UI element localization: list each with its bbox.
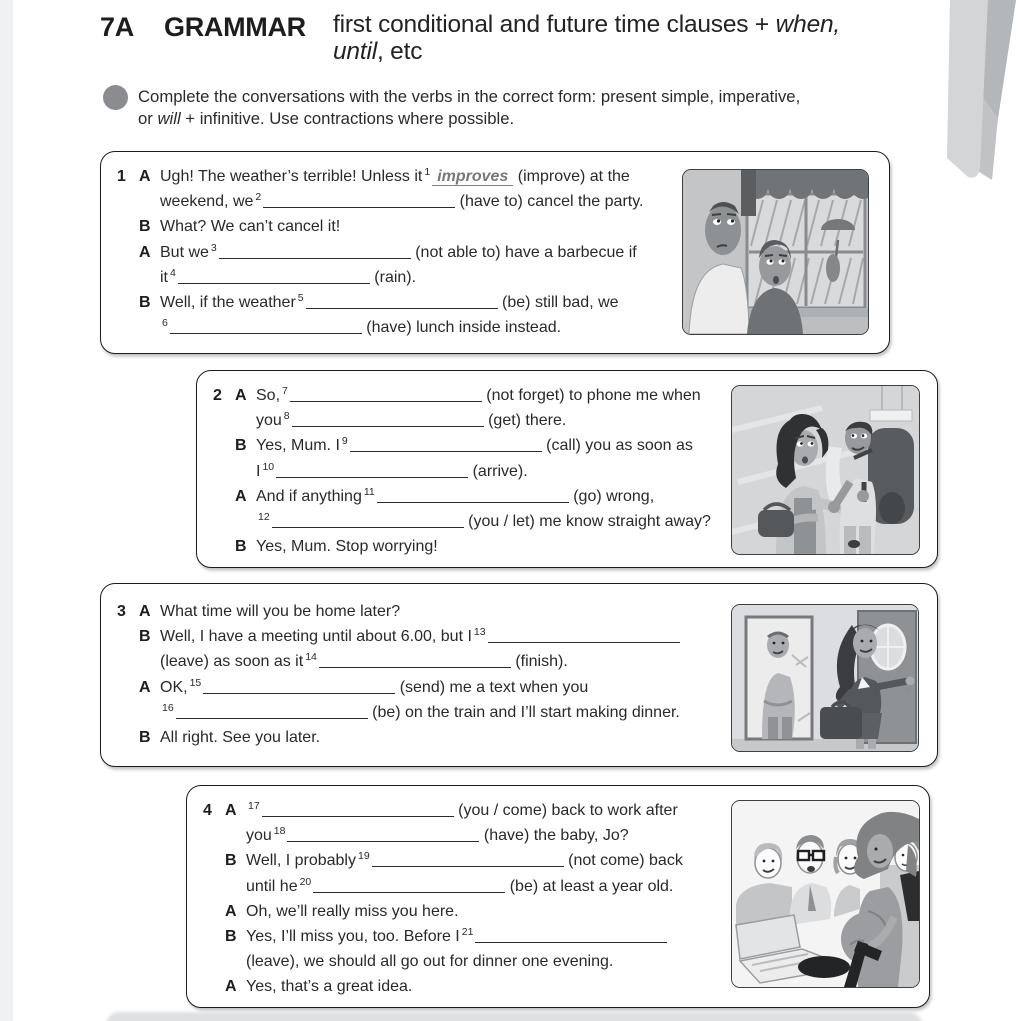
dialogue-line xyxy=(213,509,711,534)
text-segment: Oh, we’ll really miss you here. xyxy=(246,902,459,920)
text-segment: (have) the baby, Jo? xyxy=(479,827,629,845)
speaker-label: A xyxy=(225,902,237,920)
gap-number: 7 xyxy=(282,385,288,397)
title-line2-regular: , etc xyxy=(376,38,423,65)
dialogue-text xyxy=(246,949,613,974)
page-header xyxy=(100,10,940,80)
answer-blank xyxy=(203,680,395,694)
speaker-label: B xyxy=(139,728,151,746)
dialogue-text xyxy=(160,315,561,340)
answer-blank xyxy=(276,464,468,478)
exercise-number xyxy=(203,949,225,974)
dialogue-text xyxy=(256,408,566,433)
text-segment: (send) me a text when you xyxy=(395,678,589,696)
lesson-title xyxy=(333,11,840,65)
gap-number: 9 xyxy=(341,435,348,448)
speaker-label: A xyxy=(235,387,247,404)
speaker-label: B xyxy=(139,628,151,646)
text-segment: OK, xyxy=(160,678,188,696)
exercise-number: 4 xyxy=(203,802,212,819)
dialogue-line xyxy=(213,459,711,484)
exercise-number xyxy=(117,290,139,315)
answer-blank xyxy=(306,295,498,309)
text-segment: Well, if the weather xyxy=(160,293,296,311)
speaker-label: B xyxy=(139,293,151,311)
exercise-number: 2 xyxy=(213,387,222,404)
dialogue-line xyxy=(203,798,683,823)
gap-number: 13 xyxy=(473,626,486,639)
gap-number: 14 xyxy=(305,651,317,664)
text-segment: (leave), we should all go out for dinner one evening. xyxy=(246,953,614,971)
answer-blank xyxy=(292,413,484,427)
gap-number: 17 xyxy=(248,800,260,812)
text-segment: Ugh! The weather’s terrible! Unless it xyxy=(160,168,423,185)
answer-blank xyxy=(287,828,479,842)
dialogue-text xyxy=(246,924,667,949)
speaker-label xyxy=(139,700,160,725)
speaker-label: A xyxy=(139,603,151,620)
dialogue-text xyxy=(160,290,619,315)
dialogue-line xyxy=(203,924,683,949)
illustration-office-colleagues xyxy=(731,800,920,988)
text-segment: (improve) at the xyxy=(513,168,630,185)
text-segment: (rain). xyxy=(369,268,417,286)
dialogue-line xyxy=(117,214,643,239)
dialogue-line xyxy=(213,534,711,559)
page-edge-strip xyxy=(0,0,13,1021)
text-segment: (arrive). xyxy=(468,462,528,480)
text-segment: Yes, that’s a great idea. xyxy=(246,978,413,996)
exercise-number: 1 xyxy=(117,168,126,185)
text-segment: (not come) back xyxy=(563,852,683,870)
text-segment: (you / come) back to work after xyxy=(453,802,678,819)
title-line1-regular: first conditional and future time clauses + xyxy=(333,11,776,38)
answer-blank xyxy=(488,629,680,643)
exercise-number xyxy=(203,974,225,999)
dialogue-line xyxy=(117,624,680,649)
dialogue-line xyxy=(117,164,643,189)
instruction-bullet-icon xyxy=(103,85,128,110)
exercise-number xyxy=(203,899,225,924)
gap-number: 15 xyxy=(189,676,202,689)
exercise-number xyxy=(117,675,139,700)
dialogue-lines xyxy=(117,599,680,750)
text-segment: (be) at least a year old. xyxy=(505,877,674,895)
gap-number: 5 xyxy=(297,291,304,304)
text-segment: I xyxy=(256,462,261,480)
gap-number: 10 xyxy=(262,460,275,473)
exercise-box-3 xyxy=(100,583,938,767)
speaker-label: B xyxy=(139,218,151,236)
dialogue-line xyxy=(117,240,643,265)
answer-blank xyxy=(313,879,505,893)
dialogue-text xyxy=(246,798,678,823)
dialogue-text xyxy=(256,534,438,559)
text-segment: (get) there. xyxy=(483,412,567,430)
section-title: GRAMMAR xyxy=(164,12,306,42)
exercise-number xyxy=(117,240,139,265)
text-segment: it xyxy=(160,268,168,286)
gap-number: 21 xyxy=(461,925,474,938)
answer-blank xyxy=(475,929,667,943)
speaker-label xyxy=(235,459,256,484)
text-segment: Yes, Mum. Stop worrying! xyxy=(256,538,438,556)
exercise-number xyxy=(203,848,225,873)
speaker-label: B xyxy=(235,538,247,556)
speaker-label: A xyxy=(225,978,237,996)
text-segment: weekend, we xyxy=(160,193,254,211)
text-segment: (not able to) have a barbecue if xyxy=(410,243,637,261)
instruction-line1: Complete the conversations with the verbs in the correct form: present simple, imperative, xyxy=(138,87,801,106)
dialogue-line xyxy=(203,823,683,848)
exercise-number xyxy=(213,433,235,458)
exercise-box-1 xyxy=(100,151,890,354)
speaker-label xyxy=(235,408,256,433)
exercise-number xyxy=(117,700,139,725)
answer-blank xyxy=(219,245,411,259)
speaker-label: A xyxy=(139,243,151,261)
speaker-label: B xyxy=(225,927,237,945)
speaker-label: B xyxy=(225,852,237,870)
answer-blank xyxy=(262,803,454,817)
text-segment: So, xyxy=(256,387,281,404)
exercise-number: 3 xyxy=(117,603,126,620)
exercise-number xyxy=(117,214,139,239)
illustration-airport-farewell xyxy=(731,385,920,555)
dialogue-line xyxy=(117,315,643,340)
text-segment: (have to) cancel the party. xyxy=(455,193,644,211)
text-segment: (finish). xyxy=(510,653,568,671)
answer-blank xyxy=(350,438,542,452)
dialogue-line xyxy=(213,408,711,433)
text-segment: (have) lunch inside instead. xyxy=(361,319,562,337)
dialogue-line xyxy=(117,725,680,750)
dialogue-text xyxy=(160,164,630,189)
gap-number: 12 xyxy=(258,510,270,523)
text-segment: Yes, I’ll miss you, too. Before I xyxy=(246,927,460,945)
dialogue-line xyxy=(117,189,643,214)
text-segment: (call) you as soon as xyxy=(541,437,693,455)
text-segment: And if anything xyxy=(256,487,362,505)
dialogue-text xyxy=(256,484,654,509)
answer-blank xyxy=(178,270,370,284)
text-segment: Well, I probably xyxy=(246,852,356,870)
dialogue-text xyxy=(256,509,711,534)
dialogue-text xyxy=(246,974,412,999)
text-segment: until he xyxy=(246,877,298,895)
gap-number: 2 xyxy=(255,191,262,204)
gap-number: 16 xyxy=(162,701,174,714)
exercise-number xyxy=(203,874,225,899)
dialogue-text xyxy=(256,459,528,484)
dialogue-line xyxy=(117,290,643,315)
exercise-number xyxy=(213,534,235,559)
dialogue-text xyxy=(160,214,340,239)
instruction-text xyxy=(138,86,800,129)
exercise-number xyxy=(117,189,139,214)
speaker-label xyxy=(225,874,246,899)
dialogue-line xyxy=(117,649,680,674)
exercise-number xyxy=(213,408,235,433)
dialogue-text xyxy=(246,899,459,924)
answer-blank xyxy=(372,853,564,867)
next-exercise-box-edge xyxy=(106,1012,922,1021)
dialogue-text xyxy=(256,433,693,458)
speaker-label: A xyxy=(225,802,237,819)
speaker-label xyxy=(225,949,246,974)
gap-number: 6 xyxy=(162,317,168,330)
speaker-label xyxy=(225,823,246,848)
dialogue-line xyxy=(203,848,683,873)
answer-blank xyxy=(272,514,464,528)
title-line2-italic: until xyxy=(333,38,377,65)
dialogue-line xyxy=(117,599,680,624)
text-segment: (leave) as soon as it xyxy=(160,653,304,671)
dialogue-text xyxy=(160,599,400,624)
text-segment: (not forget) to phone me when xyxy=(481,387,701,404)
dialogue-text xyxy=(160,265,416,290)
dialogue-text xyxy=(160,725,320,750)
dialogue-text xyxy=(160,700,680,725)
dialogue-text xyxy=(160,675,588,700)
dialogue-line xyxy=(117,700,680,725)
text-segment: (you / let) me know straight away? xyxy=(463,512,711,530)
example-answer: improves xyxy=(432,168,513,186)
gap-number: 1 xyxy=(424,166,431,178)
speaker-label: B xyxy=(235,437,247,455)
answer-blank xyxy=(290,388,482,402)
dialogue-line xyxy=(203,974,683,999)
text-segment: (be) on the train and I’ll start making dinner. xyxy=(367,703,680,721)
gap-number: 4 xyxy=(170,266,176,279)
dialogue-text xyxy=(160,189,643,214)
dialogue-text xyxy=(256,383,701,408)
dialogue-line xyxy=(213,433,711,458)
title-line1-italic: when, xyxy=(775,11,841,38)
dialogue-line xyxy=(117,675,680,700)
dialogue-line xyxy=(203,874,683,899)
exercise-number xyxy=(117,725,139,750)
speaker-label: A xyxy=(235,487,247,505)
exercise-box-2 xyxy=(196,370,938,568)
text-segment: Yes, Mum. I xyxy=(256,437,340,455)
dialogue-line xyxy=(203,949,683,974)
exercise-number xyxy=(203,924,225,949)
text-segment: What time will you be home later? xyxy=(160,603,401,620)
text-segment: you xyxy=(246,827,272,845)
dialogue-line xyxy=(213,383,711,408)
dialogue-text xyxy=(160,624,680,649)
gap-number: 11 xyxy=(363,485,375,498)
answer-blank xyxy=(377,489,569,503)
exercise-number xyxy=(117,624,139,649)
answer-blank xyxy=(263,194,455,208)
speaker-label xyxy=(139,189,160,214)
speaker-label xyxy=(139,315,160,340)
gap-number: 19 xyxy=(357,850,370,863)
instruction-line2-pre: or xyxy=(138,108,158,128)
gap-number: 3 xyxy=(210,241,217,254)
exercise-number xyxy=(117,265,139,290)
text-segment: Well, I have a meeting until about 6.00, but I xyxy=(160,628,472,646)
dialogue-lines xyxy=(117,164,643,340)
instruction-line2-post: + infinitive. Use contractions where possible. xyxy=(180,108,515,128)
text-segment: (be) still bad, we xyxy=(497,293,619,311)
text-segment: But we xyxy=(160,243,209,261)
dialogue-text xyxy=(246,823,629,848)
dialogue-lines xyxy=(213,383,711,559)
speaker-label: A xyxy=(139,678,151,696)
text-segment: (go) wrong, xyxy=(568,487,655,505)
speaker-label xyxy=(139,265,160,290)
speaker-label xyxy=(139,649,160,674)
illustration-leaving-doorway xyxy=(731,604,919,752)
gap-number: 18 xyxy=(273,825,286,838)
text-segment: you xyxy=(256,412,282,430)
dialogue-text xyxy=(246,848,683,873)
dialogue-line xyxy=(213,484,711,509)
exercise-number xyxy=(213,459,235,484)
dialogue-line xyxy=(117,265,643,290)
text-segment: All right. See you later. xyxy=(160,728,321,746)
answer-blank xyxy=(176,705,368,719)
speaker-label: A xyxy=(139,168,151,185)
corner-page-fold-decoration xyxy=(930,0,1026,190)
unit-number: 7A xyxy=(100,12,134,42)
exercise-number xyxy=(213,484,235,509)
answer-blank xyxy=(170,320,362,334)
dialogue-line xyxy=(203,899,683,924)
illustration-rain-window xyxy=(682,169,869,335)
exercise-number xyxy=(203,823,225,848)
dialogue-lines xyxy=(203,798,683,1000)
instruction-line2-italic: will xyxy=(157,108,181,128)
exercise-number xyxy=(117,649,139,674)
exercise-box-4 xyxy=(186,785,930,1008)
gap-number: 8 xyxy=(283,410,290,423)
dialogue-text xyxy=(160,649,568,674)
exercise-number xyxy=(117,315,139,340)
text-segment: What? We can’t cancel it! xyxy=(160,218,341,236)
speaker-label xyxy=(235,509,256,534)
dialogue-text xyxy=(246,874,673,899)
dialogue-text xyxy=(160,240,637,265)
answer-blank xyxy=(319,654,511,668)
exercise-number xyxy=(213,509,235,534)
gap-number: 20 xyxy=(299,875,312,888)
